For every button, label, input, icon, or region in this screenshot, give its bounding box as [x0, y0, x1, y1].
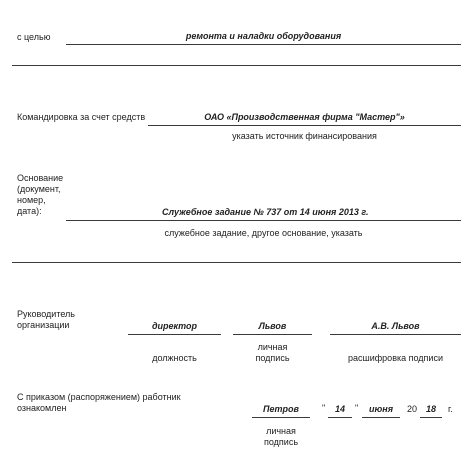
purpose-underline	[66, 44, 461, 45]
basis-underline	[66, 220, 461, 221]
head-signature-caption-line: подпись	[255, 353, 290, 363]
acquaint-label-line: ознакомлен	[17, 403, 67, 413]
basis-label-line: дата):	[17, 206, 42, 216]
date-year-suffix: 18	[425, 404, 436, 414]
date-year-underline	[420, 417, 442, 418]
head-signature: Львов	[258, 321, 287, 331]
date-month-underline	[362, 417, 400, 418]
funding-underline	[148, 125, 461, 126]
head-label-line: организации	[17, 320, 70, 330]
head-name: А.В. Львов	[371, 321, 420, 331]
purpose-label: с целью	[17, 32, 51, 42]
funding-value: ОАО «Производственная фирма "Мастер"»	[204, 112, 405, 122]
basis-hint: служебное задание, другое основание, указать	[164, 228, 363, 238]
acquaint-signature-underline	[252, 417, 310, 418]
basis-label-line: Основание	[17, 173, 64, 183]
date-quote-close: "	[355, 403, 359, 413]
head-position-underline	[128, 334, 221, 335]
funding-hint: указать источник финансирования	[232, 131, 377, 141]
basis-value: Служебное задание № 737 от 14 июня 2013 г.	[162, 207, 369, 217]
date-month: июня	[368, 404, 394, 414]
acquaint-signature-caption-line: подпись	[263, 437, 299, 447]
date-day-underline	[328, 417, 352, 418]
purpose-continuation-line	[12, 65, 461, 66]
basis-label-line: номер,	[17, 195, 46, 205]
head-signature-underline	[233, 334, 312, 335]
purpose-value: ремонта и наладки оборудования	[185, 31, 342, 41]
date-day: 14	[334, 404, 345, 414]
date-year-prefix: 20	[407, 404, 418, 414]
head-signature-caption-line: личная	[257, 342, 288, 352]
acquaint-signature: Петров	[263, 404, 299, 414]
head-name-underline	[330, 334, 461, 335]
basis-continuation-line	[12, 262, 461, 263]
head-position-caption: должность	[152, 353, 197, 363]
date-quote-open: "	[322, 403, 326, 413]
head-position: директор	[151, 321, 197, 331]
head-label-line: Руководитель	[17, 309, 75, 319]
acquaint-signature-caption-line: личная	[266, 426, 296, 436]
date-year-unit: г.	[448, 404, 453, 414]
funding-label: Командировка за счет средств	[17, 112, 146, 122]
basis-label-line: (документ,	[17, 184, 61, 194]
head-name-caption: расшифровка подписи	[348, 353, 443, 363]
acquaint-label-line: С приказом (распоряжением) работник	[17, 392, 181, 402]
